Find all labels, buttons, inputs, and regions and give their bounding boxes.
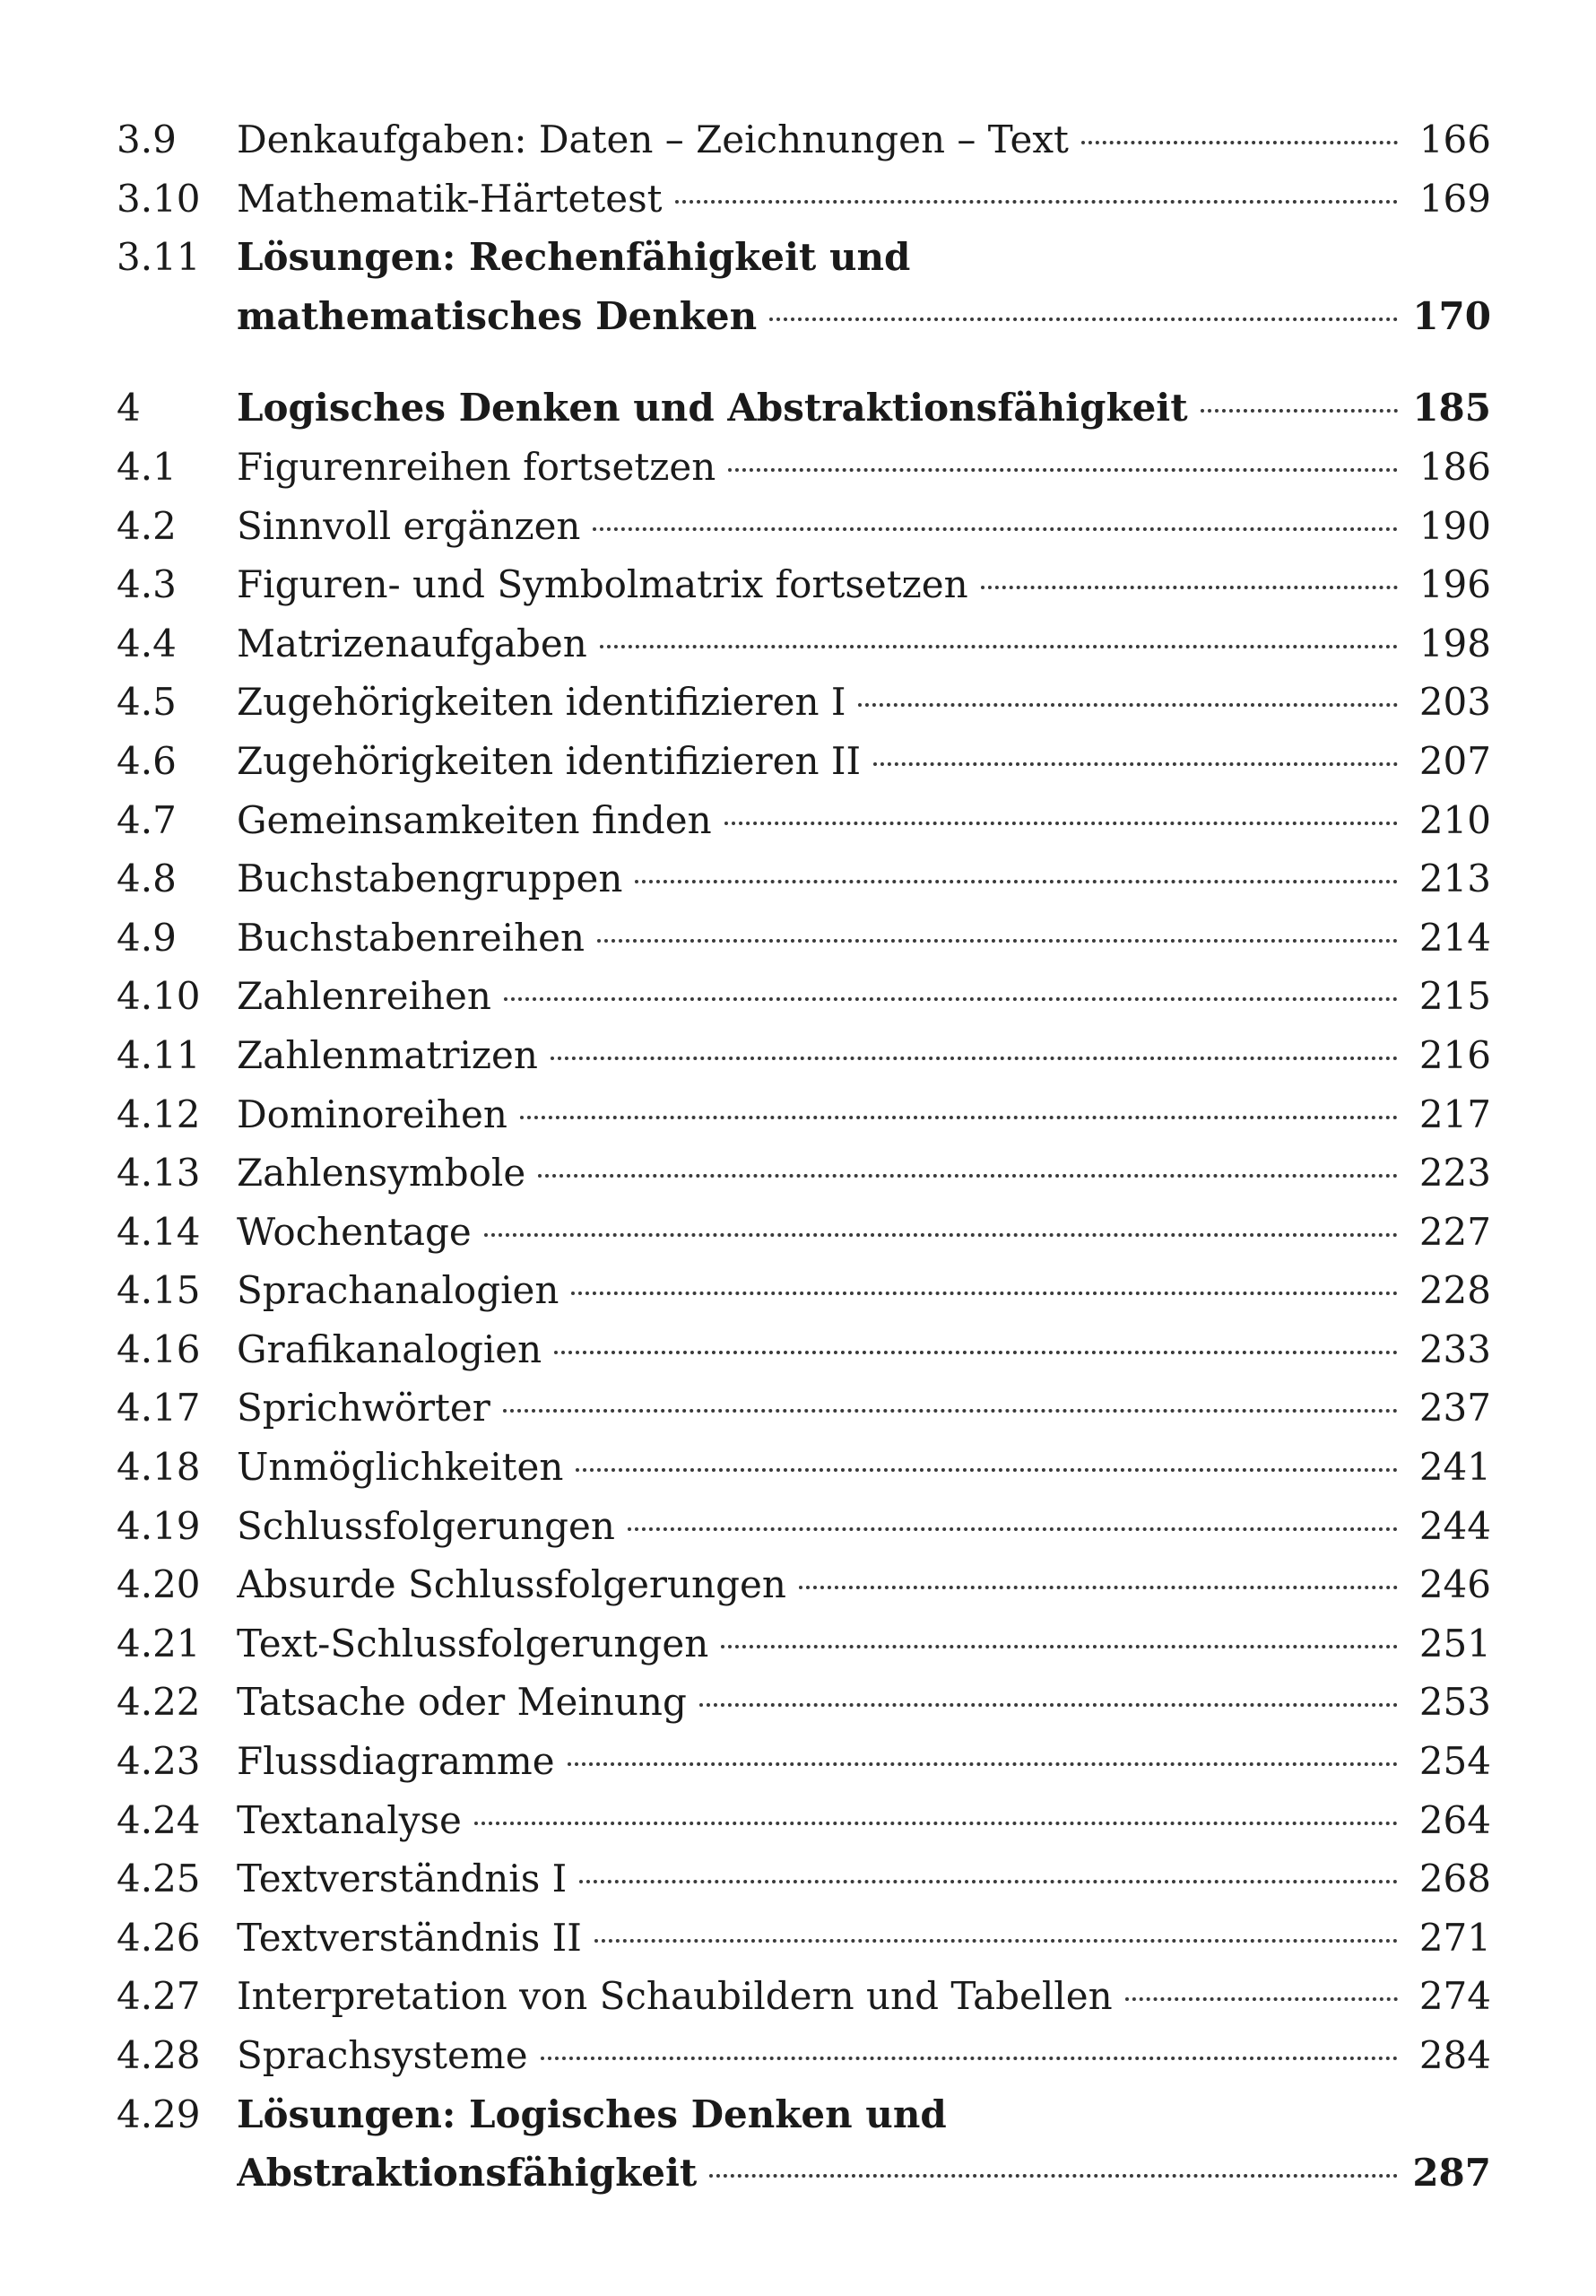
dot-leader xyxy=(554,1351,1398,1354)
toc-entry-title: Zugehörigkeiten identifizieren I xyxy=(237,680,846,725)
toc-entry-title: Sinnvoll ergänzen xyxy=(237,503,581,548)
toc-entry-title: Textverständnis II xyxy=(237,1915,582,1960)
dot-leader xyxy=(600,645,1398,648)
toc-entry-number: 4.16 xyxy=(117,1326,201,1371)
toc-entry xyxy=(117,1026,1491,1085)
toc-entry-page: 185 xyxy=(1412,386,1491,430)
dot-leader xyxy=(635,880,1398,883)
toc-entry-number: 4.14 xyxy=(117,1209,201,1254)
dot-leader xyxy=(628,1527,1398,1531)
toc-entry-number: 4.3 xyxy=(117,562,177,607)
toc-entry xyxy=(117,555,1491,614)
toc-entry-number: 4.18 xyxy=(117,1445,201,1490)
toc-entry-number: 4.10 xyxy=(117,974,201,1019)
toc-entry-number: 4.21 xyxy=(117,1621,201,1665)
toc-entry-page: 251 xyxy=(1418,1621,1491,1665)
dot-leader xyxy=(675,200,1398,204)
dot-leader xyxy=(799,1586,1398,1589)
dot-leader xyxy=(597,939,1398,943)
toc-entry-number: 3.10 xyxy=(117,176,201,221)
toc-entry-number: 3.11 xyxy=(117,235,201,280)
toc-entry xyxy=(117,228,1491,287)
toc-entry-page: 223 xyxy=(1418,1151,1491,1196)
dot-leader xyxy=(551,1057,1398,1060)
toc-entry-title: Zugehörigkeiten identifizieren II xyxy=(237,738,862,783)
toc-entry-number: 4.1 xyxy=(117,444,177,489)
toc-entry xyxy=(117,673,1491,732)
dot-leader xyxy=(503,1409,1398,1413)
toc-entry-title: Text-Schlussfolgerungen xyxy=(237,1621,709,1665)
toc-entry xyxy=(117,287,1491,346)
toc-entry-page: 169 xyxy=(1418,176,1491,221)
toc-entry-page: 203 xyxy=(1418,680,1491,725)
toc-entry-title: Lösungen: Logisches Denken und xyxy=(237,2092,947,2136)
toc-entry-page: 190 xyxy=(1418,503,1491,548)
dot-leader xyxy=(721,1645,1398,1648)
toc-entry xyxy=(117,1849,1491,1909)
toc-entry-number: 4.15 xyxy=(117,1268,201,1313)
dot-leader xyxy=(728,468,1398,472)
dot-leader xyxy=(538,1174,1398,1178)
toc-entry xyxy=(117,1144,1491,1203)
toc-entry-title: Absurde Schlussfolgerungen xyxy=(237,1562,786,1607)
toc-entry xyxy=(117,1497,1491,1556)
toc-entry xyxy=(117,967,1491,1026)
toc-entry xyxy=(117,791,1491,850)
toc-entry-page: 166 xyxy=(1418,117,1491,161)
toc-entry-number: 4.24 xyxy=(117,1797,201,1842)
dot-leader xyxy=(593,527,1398,531)
toc-entry xyxy=(117,1203,1491,1262)
toc-entry-title: Lösungen: Rechenfähigkeit und xyxy=(237,235,911,280)
toc-entry-page: 264 xyxy=(1418,1797,1491,1842)
toc-entry-page: 241 xyxy=(1418,1445,1491,1490)
toc-entry-page: 228 xyxy=(1418,1268,1491,1313)
dot-leader xyxy=(709,2174,1398,2178)
dot-leader xyxy=(699,1703,1398,1707)
toc-entry-title: Wochentage xyxy=(237,1209,472,1254)
toc-entry-number: 4.4 xyxy=(117,621,177,665)
toc-entry xyxy=(117,849,1491,909)
toc-entry-title: mathematisches Denken xyxy=(237,293,758,338)
toc-entry-page: 216 xyxy=(1418,1032,1491,1077)
toc-entry-title: Gemeinsamkeiten finden xyxy=(237,797,712,842)
toc-entry xyxy=(117,1967,1491,2026)
toc-entry xyxy=(117,438,1491,497)
toc-entry-number: 4.22 xyxy=(117,1680,201,1725)
dot-leader xyxy=(504,997,1398,1001)
toc-entry xyxy=(117,378,1491,438)
toc-entry-page: 271 xyxy=(1418,1915,1491,1960)
toc-entry xyxy=(117,497,1491,556)
toc-entry-number: 4 xyxy=(117,386,141,430)
dot-leader xyxy=(858,703,1398,707)
toc-entry-title: Logisches Denken und Abstraktionsfähigkeit xyxy=(237,386,1188,430)
dot-leader xyxy=(474,1822,1398,1825)
toc-entry-page: 284 xyxy=(1418,2033,1491,2077)
toc-entry-page: 214 xyxy=(1418,915,1491,960)
dot-leader xyxy=(1201,409,1398,413)
dot-leader xyxy=(873,762,1398,766)
toc-entry-number: 3.9 xyxy=(117,117,177,161)
toc-entry-page: 268 xyxy=(1418,1857,1491,1901)
dot-leader xyxy=(594,1939,1398,1943)
toc-entry-page: 213 xyxy=(1418,857,1491,901)
toc-entry xyxy=(117,614,1491,674)
toc-entry xyxy=(117,1085,1491,1144)
toc-entry-title: Sprachanalogien xyxy=(237,1268,559,1313)
toc-entry-number: 4.27 xyxy=(117,1974,201,2019)
toc-entry-number: 4.9 xyxy=(117,915,177,960)
toc-entry xyxy=(117,110,1491,170)
toc-entry xyxy=(117,1438,1491,1497)
dot-leader xyxy=(568,1762,1398,1766)
toc-entry-page: 186 xyxy=(1418,444,1491,489)
toc-entry-page: 246 xyxy=(1418,1562,1491,1607)
dot-leader xyxy=(724,822,1398,825)
toc-entry-number: 4.6 xyxy=(117,738,177,783)
toc-entry xyxy=(117,1673,1491,1732)
toc-entry-page: 196 xyxy=(1418,562,1491,607)
toc-entry xyxy=(117,732,1491,791)
toc-entry xyxy=(117,1555,1491,1614)
toc-entry xyxy=(117,909,1491,968)
toc-entry-number: 4.19 xyxy=(117,1503,201,1548)
toc-entry-number: 4.7 xyxy=(117,797,177,842)
toc-entry-title: Interpretation von Schaubildern und Tabellen xyxy=(237,1974,1113,2019)
toc-entry-page: 253 xyxy=(1418,1680,1491,1725)
toc-entry-title: Schlussfolgerungen xyxy=(237,1503,615,1548)
toc-entry-number: 4.12 xyxy=(117,1091,201,1136)
toc-entry-page: 217 xyxy=(1418,1091,1491,1136)
dot-leader xyxy=(1081,141,1398,144)
toc-entry-page: 170 xyxy=(1412,293,1491,338)
toc-entry-title: Denkaufgaben: Daten – Zeichnungen – Text xyxy=(237,117,1069,161)
toc-entry-page: 198 xyxy=(1418,621,1491,665)
toc-entry-number: 4.25 xyxy=(117,1857,201,1901)
toc-entry xyxy=(117,1791,1491,1850)
toc-entry-number: 4.11 xyxy=(117,1032,201,1077)
toc-entry-title: Figurenreihen fortsetzen xyxy=(237,444,716,489)
toc-entry-title: Mathematik-Härtetest xyxy=(237,176,663,221)
toc-entry-number: 4.17 xyxy=(117,1386,201,1431)
dot-leader xyxy=(541,2057,1398,2060)
toc-entry xyxy=(117,1909,1491,1968)
toc-entry-page: 287 xyxy=(1412,2151,1491,2196)
toc-entry xyxy=(117,2026,1491,2085)
toc-entry-number: 4.5 xyxy=(117,680,177,725)
toc-entry-number: 4.29 xyxy=(117,2092,201,2136)
toc-entry-title: Buchstabengruppen xyxy=(237,857,623,901)
toc-entry-title: Abstraktionsfähigkeit xyxy=(237,2151,698,2196)
toc-entry-page: 215 xyxy=(1418,974,1491,1019)
toc-entry xyxy=(117,1732,1491,1791)
dot-leader xyxy=(981,586,1398,589)
toc-entry-title: Sprachsysteme xyxy=(237,2033,528,2077)
toc-entry-title: Grafikanalogien xyxy=(237,1326,542,1371)
toc-entry-page: 227 xyxy=(1418,1209,1491,1254)
dot-leader xyxy=(1125,1997,1398,2001)
toc-entry-page: 233 xyxy=(1418,1326,1491,1371)
toc-entry-title: Zahlensymbole xyxy=(237,1151,526,1196)
toc-entry xyxy=(117,1320,1491,1379)
toc-entry-page: 237 xyxy=(1418,1386,1491,1431)
toc-entry xyxy=(117,170,1491,229)
toc-entry-number: 4.26 xyxy=(117,1915,201,1960)
toc-entry-title: Zahlenmatrizen xyxy=(237,1032,538,1077)
toc-entry-number: 4.2 xyxy=(117,503,177,548)
dot-leader xyxy=(579,1880,1398,1883)
toc-entry-title: Matrizenaufgaben xyxy=(237,621,587,665)
table-of-contents xyxy=(117,110,1491,2203)
toc-entry-title: Textanalyse xyxy=(237,1797,462,1842)
toc-entry xyxy=(117,1614,1491,1674)
toc-entry-number: 4.23 xyxy=(117,1739,201,1784)
toc-entry-number: 4.20 xyxy=(117,1562,201,1607)
toc-entry-title: Textverständnis I xyxy=(237,1857,568,1901)
toc-entry-number: 4.8 xyxy=(117,857,177,901)
toc-entry-number: 4.13 xyxy=(117,1151,201,1196)
toc-entry-title: Tatsache oder Meinung xyxy=(237,1680,687,1725)
toc-entry-title: Zahlenreihen xyxy=(237,974,491,1019)
toc-entry xyxy=(117,2144,1491,2203)
dot-leader xyxy=(769,317,1398,321)
toc-entry-number: 4.28 xyxy=(117,2033,201,2077)
toc-entry-page: 207 xyxy=(1418,738,1491,783)
toc-entry-page: 274 xyxy=(1418,1974,1491,2019)
toc-entry-title: Figuren- und Symbolmatrix fortsetzen xyxy=(237,562,968,607)
toc-entry-title: Dominoreihen xyxy=(237,1091,507,1136)
dot-leader xyxy=(484,1233,1398,1237)
toc-entry-title: Unmöglichkeiten xyxy=(237,1445,564,1490)
toc-entry-page: 210 xyxy=(1418,797,1491,842)
toc-entry-page: 254 xyxy=(1418,1739,1491,1784)
dot-leader xyxy=(571,1292,1398,1295)
toc-entry-title: Buchstabenreihen xyxy=(237,915,585,960)
toc-entry-page: 244 xyxy=(1418,1503,1491,1548)
toc-entry xyxy=(117,1378,1491,1438)
toc-entry-title: Sprichwörter xyxy=(237,1386,490,1431)
toc-entry xyxy=(117,1261,1491,1320)
toc-entry xyxy=(117,2085,1491,2144)
toc-entry-title: Flussdiagramme xyxy=(237,1739,555,1784)
dot-leader xyxy=(576,1468,1398,1472)
dot-leader xyxy=(520,1116,1398,1119)
